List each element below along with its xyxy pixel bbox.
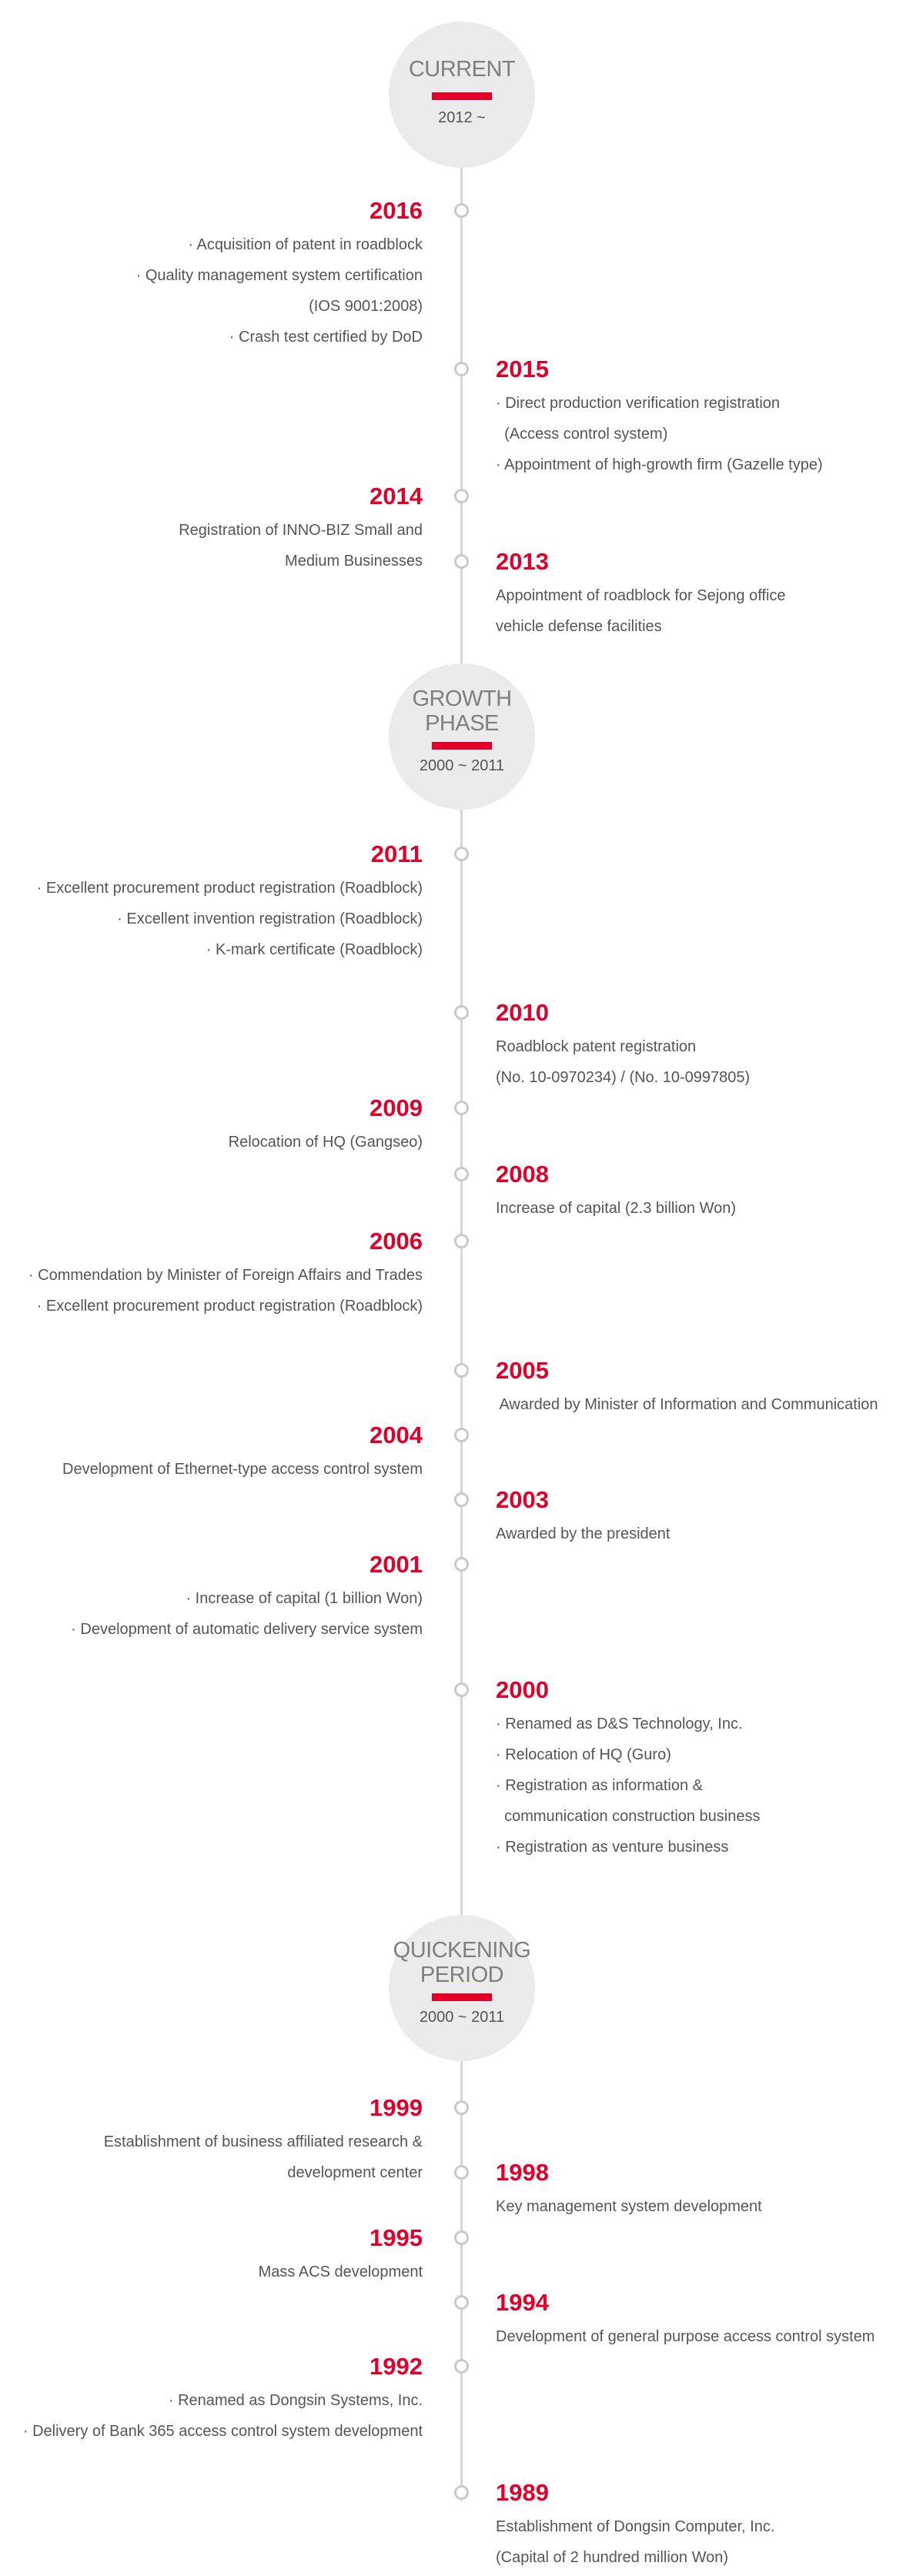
- timeline-dot: [454, 489, 469, 503]
- event-text: · Registration as information &: [496, 1777, 704, 1794]
- event-2016: [136, 197, 423, 352]
- event-2006: [28, 1228, 423, 1321]
- event-year: 1999: [370, 2094, 423, 2121]
- timeline-dot: [454, 847, 469, 861]
- event-2005: [496, 1357, 878, 1420]
- event-year: 1994: [496, 2289, 549, 2316]
- event-year: 2011: [370, 840, 423, 867]
- event-text: · Direct production verification registration: [496, 395, 781, 412]
- timeline-dot: [454, 203, 469, 218]
- event-text: communication construction business: [496, 1808, 761, 1825]
- event-text: · Development of automatic delivery service system: [71, 1621, 423, 1638]
- phase-accent-bar: [432, 1993, 492, 2001]
- event-text: Mass ACS development: [258, 2264, 423, 2280]
- event-text: Appointment of roadblock for Sejong office: [496, 587, 786, 604]
- event-1999: [104, 2094, 423, 2188]
- event-year: 2004: [370, 1422, 423, 1448]
- phase-title: GROWTH: [412, 687, 512, 711]
- event-2013: [496, 548, 786, 642]
- timeline-dot: [454, 1363, 469, 1378]
- event-text: (Access control system): [496, 426, 668, 443]
- event-year: 2000: [496, 1676, 549, 1703]
- event-year: 1995: [370, 2224, 423, 2251]
- event-year: 1989: [496, 2479, 549, 2506]
- event-text: · Excellent procurement product registration (Roadblock): [36, 1298, 423, 1315]
- event-text: Awarded by the president: [496, 1525, 671, 1542]
- event-text: · Commendation by Minister of Foreign Affairs and Trades: [28, 1267, 423, 1284]
- timeline-dot: [454, 2100, 469, 2115]
- event-text: · Relocation of HQ (Guro): [496, 1746, 671, 1763]
- event-year: 2008: [496, 1161, 549, 1188]
- timeline-dot: [454, 2165, 469, 2180]
- event-text: Key management system development: [496, 2198, 762, 2215]
- phase-quickening: [389, 1915, 535, 2061]
- timeline-dot: [454, 1682, 469, 1697]
- event-text: · Registration as venture business: [496, 1839, 729, 1856]
- event-text: (Capital of 2 hundred million Won): [496, 2549, 729, 2566]
- event-text: · Excellent invention registration (Roadblock): [117, 910, 423, 927]
- timeline-dot: [454, 1101, 469, 1115]
- event-text: Roadblock patent registration: [496, 1038, 697, 1055]
- event-text: · Delivery of Bank 365 access control system development: [22, 2423, 423, 2440]
- event-1998: [496, 2159, 762, 2222]
- event-2000: [496, 1676, 761, 1863]
- event-year: 2013: [496, 548, 549, 575]
- event-text: · Quality management system certification: [135, 267, 423, 284]
- timeline-dot: [454, 1428, 469, 1442]
- timeline-dot: [454, 2485, 469, 2500]
- event-text: Registration of INNO-BIZ Small and: [179, 522, 423, 539]
- event-2010: [496, 999, 750, 1093]
- phase-title: CURRENT: [408, 57, 516, 82]
- event-year: 2005: [496, 1357, 549, 1384]
- timeline-dot: [454, 1557, 469, 1572]
- event-year: 1992: [370, 2353, 423, 2380]
- event-2011: [37, 840, 423, 965]
- event-2003: [496, 1486, 670, 1549]
- timeline-dot: [454, 1005, 469, 1020]
- event-text: · K-mark certificate (Roadblock): [206, 941, 423, 958]
- event-1992: [23, 2353, 423, 2447]
- event-2008: [496, 1161, 736, 1224]
- phase-title: PHASE: [425, 711, 499, 736]
- event-text: vehicle defense facilities: [496, 618, 662, 635]
- phase-growth: [389, 663, 535, 810]
- event-text: (IOS 9001:2008): [309, 298, 423, 315]
- phase-title: PERIOD: [420, 1963, 504, 1987]
- event-text: · Crash test certified by DoD: [229, 329, 423, 346]
- event-text: Awarded by Minister of Information and Communication: [496, 1396, 878, 1413]
- event-text: Establishment of business affiliated research &: [103, 2133, 423, 2150]
- event-2015: [496, 356, 823, 480]
- event-1989: [496, 2479, 774, 2573]
- event-text: Development of general purpose access control system: [496, 2328, 875, 2345]
- event-2004: [62, 1422, 423, 1485]
- event-text: (No. 10-0970234) / (No. 10-0997805): [496, 1069, 751, 1086]
- timeline-dot: [454, 362, 469, 376]
- timeline-dot: [454, 1167, 469, 1181]
- phase-years: 2000 ~ 2011: [419, 757, 505, 774]
- event-year: 2003: [496, 1486, 549, 1513]
- event-1995: [259, 2224, 423, 2287]
- event-text: · Excellent procurement product registration (Roadblock): [36, 880, 423, 897]
- event-year: 2010: [496, 999, 549, 1026]
- phase-accent-bar: [432, 92, 492, 100]
- phase-years: 2012 ~: [438, 109, 486, 126]
- event-1994: [496, 2289, 875, 2352]
- event-2001: [71, 1551, 423, 1645]
- event-text: development center: [287, 2164, 423, 2181]
- event-text: Establishment of Dongsin Computer, Inc.: [496, 2518, 775, 2535]
- phase-title: QUICKENING: [393, 1938, 531, 1963]
- event-year: 2014: [370, 483, 423, 510]
- event-year: 2001: [370, 1551, 423, 1578]
- event-text: · Renamed as D&S Technology, Inc.: [496, 1716, 743, 1732]
- event-text: · Increase of capital (1 billion Won): [186, 1590, 423, 1607]
- event-year: 1998: [496, 2159, 549, 2186]
- event-2009: [229, 1094, 423, 1158]
- phase-current: [389, 22, 535, 168]
- timeline-dot: [454, 2230, 469, 2245]
- timeline-dot: [454, 1234, 469, 1248]
- phase-years: 2000 ~ 2011: [419, 2009, 505, 2026]
- event-text: · Renamed as Dongsin Systems, Inc.: [168, 2392, 423, 2409]
- timeline-dot: [454, 2295, 469, 2310]
- event-year: 2006: [370, 1228, 423, 1255]
- timeline-dot: [454, 554, 469, 569]
- timeline-dot: [454, 2359, 469, 2374]
- event-year: 2015: [496, 356, 549, 383]
- event-text: Development of Ethernet-type access control system: [62, 1461, 423, 1478]
- event-text: · Acquisition of patent in roadblock: [188, 236, 423, 253]
- event-year: 2009: [370, 1094, 423, 1121]
- timeline-dot: [454, 1492, 469, 1507]
- event-text: Medium Businesses: [285, 553, 423, 570]
- event-text: Increase of capital (2.3 billion Won): [496, 1200, 737, 1217]
- event-text: Relocation of HQ (Gangseo): [228, 1134, 423, 1151]
- event-2014: [179, 483, 423, 576]
- event-year: 2016: [370, 197, 423, 224]
- phase-accent-bar: [432, 742, 492, 750]
- event-text: · Appointment of high-growth firm (Gazelle type): [496, 456, 823, 473]
